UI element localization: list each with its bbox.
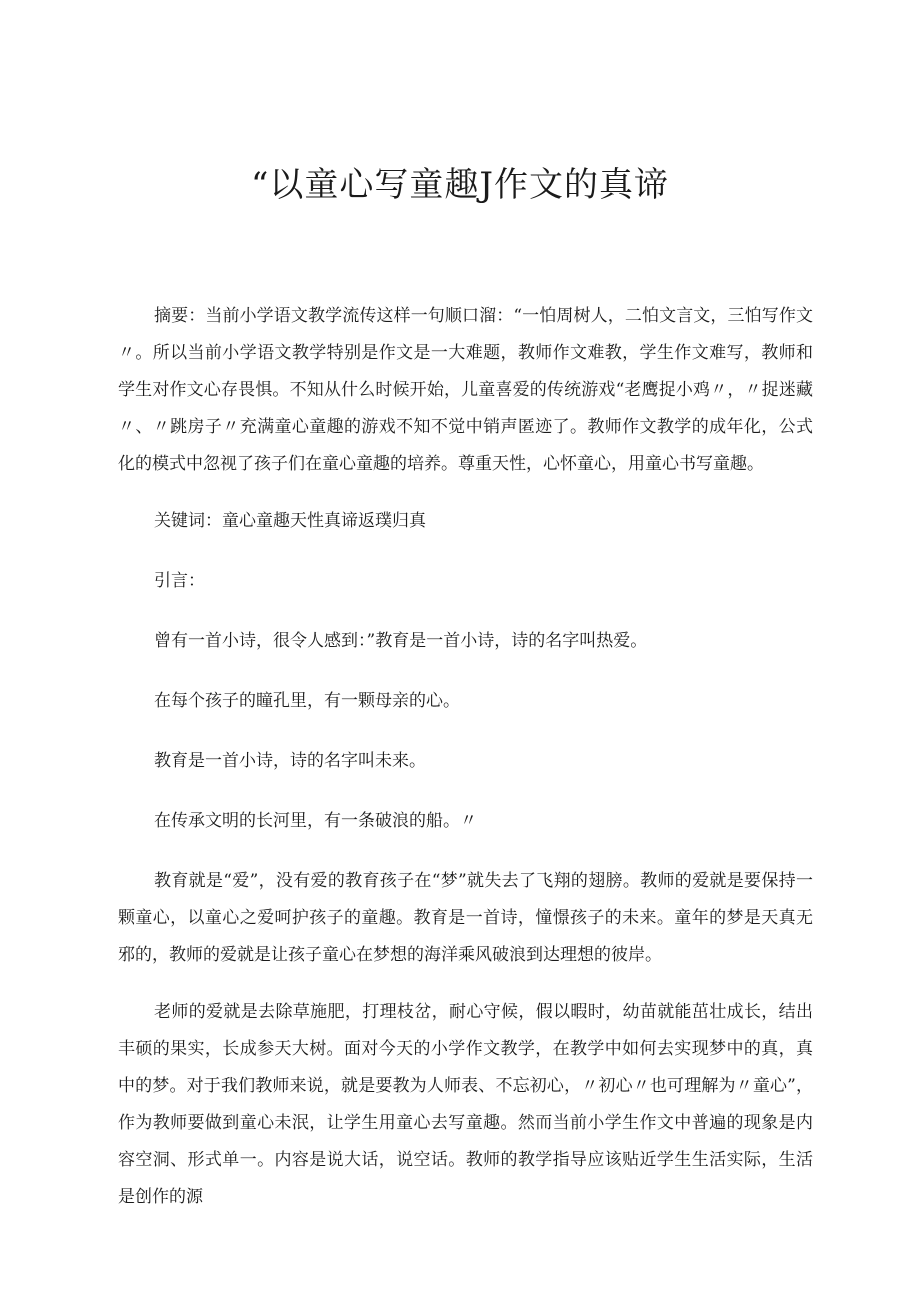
abstract-paragraph: 摘要：当前小学语文教学流传这样一句顺口溜：“一怕周树人，二怕文言文，三怕写作文〃。所以当前小学语文教学特别是作文是一大难题，教师作文难教，学生作文难写，教师和学生对作文心存畏惧。不知从什么时候开始，儿童喜爱的传统游戏“老鹰捉小鸡〃，〃捉迷藏〃、〃跳房子〃充满童心童趣的游戏不知不觉中销声匿迹了。教师作文教学的成年化，公式化的模式中忽视了孩子们在童心童趣的培养。尊重天性，心怀童心，用童心书写童趣。 xyxy=(118,306,813,474)
document-title: “以童心写童趣J作文的真谛 xyxy=(250,165,669,205)
body-paragraph-love: 教育就是“爱”，没有爱的教育孩子在“梦”就失去了飞翔的翅膀。教师的爱就是要保持一颗童心，以童心之爱呵护孩子的童趣。教育是一首诗，憧憬孩子的未来。童年的梦是天真无邪的，教师的爱就是让孩子童心在梦想的海洋乘风破浪到达理想的彼岸。 xyxy=(118,871,813,965)
document-body xyxy=(118,298,813,1216)
introduction-heading: 引言： xyxy=(154,571,205,591)
poem-line-4: 在传承文明的长河里，有一条破浪的船。〃 xyxy=(154,811,477,831)
poem-line-1: 曾有一首小诗，很令人感到：”教育是一首小诗，诗的名字叫热爱。 xyxy=(154,631,648,651)
keywords-paragraph: 关键词：童心童趣天性真谛返璞归真 xyxy=(154,511,426,531)
poem-line-2: 在每个孩子的瞳孔里，有一颗母亲的心。 xyxy=(154,691,460,711)
body-paragraph-teacher: 老师的爱就是去除草施肥，打理枝岔，耐心守候，假以暇时，幼苗就能茁壮成长，结出丰硕的果实，长成参天大树。面对今天的小学作文教学，在教学中如何去实现梦中的真，真中的梦。对于我们教师来说，就是要教为人师表、不忘初心，〃初心〃也可理解为〃童心”，作为教师要做到童心未泯，让学生用童心去写童趣。然而当前小学生作文中普遍的现象是内容空洞、形式单一。内容是说大话，说空话。教师的教学指导应该贴近学生生活实际，生活是创作的源 xyxy=(118,1002,813,1207)
poem-line-3: 教育是一首小诗，诗的名字叫未来。 xyxy=(154,751,426,771)
